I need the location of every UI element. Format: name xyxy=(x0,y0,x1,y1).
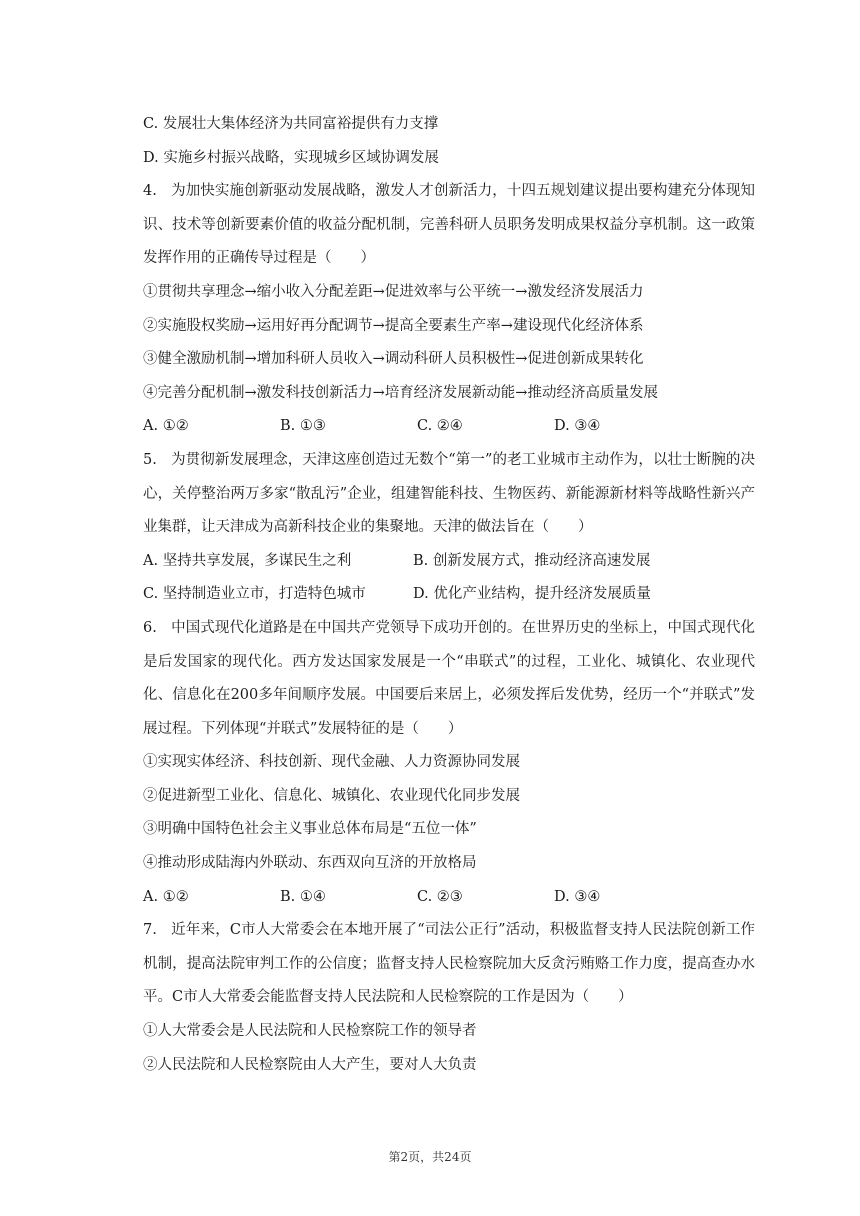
question-6-item-4: ④推动形成陆海内外联动、东西双向互济的开放格局 xyxy=(143,855,477,872)
question-7-text: 近年来，C市人大常委会在本地开展了“司法公正行”活动，积极监督支持人民法院创新工作机制，提高法院审判工作的公信度；监督支持人民检察院加大反贪污贿赂工作力度，提高查办水平。C市人大常委会能监督支持人民法院和人民检察院的工作是因为（ ） xyxy=(143,922,755,1006)
question-4-stem xyxy=(143,175,755,276)
question-4-item-1: ①贯彻共享理念→缩小收入分配差距→促进效率与公平统一→激发经济发展活力 xyxy=(143,283,644,300)
question-4-option-c: C. ②④ xyxy=(417,418,463,435)
question-6-item-3: ③明确中国特色社会主义事业总体布局是“五位一体” xyxy=(143,821,477,838)
question-6-options xyxy=(143,881,755,915)
question-5-text: 为贯彻新发展理念，天津这座创造过无数个“第一”的老工业城市主动作为，以壮士断腕的决心，关停整治两万多家“散乱污”企业，组建智能科技、生物医药、新能源新材料等战略性新兴产业集群，让天津成为高新科技企业的集聚地。天津的做法旨在（ ） xyxy=(143,451,755,536)
question-4-option-a: A. ①② xyxy=(143,418,189,435)
question-6-stem xyxy=(143,612,755,746)
question-7-stem xyxy=(143,914,755,1015)
question-4-options xyxy=(143,410,755,444)
question-4-option-b: B. ①③ xyxy=(280,418,326,435)
question-5-option-d: D. 优化产业结构，提升经济发展质量 xyxy=(413,586,651,603)
question-4-text: 为加快实施创新驱动发展战略，激发人才创新活力，十四五规划建议提出要构建充分体现知识、技术等创新要素价值的收益分配机制，完善科研人员职务发明成果权益分享机制。这一政策发挥作用的正确传导过程是（ ） xyxy=(143,183,755,267)
question-6-option-b: B. ①④ xyxy=(280,888,326,905)
question-6-option-d: D. ③④ xyxy=(554,888,601,905)
question-5-stem xyxy=(143,444,755,545)
question-4-number: 4. xyxy=(143,183,157,200)
question-6-item-1: ①实现实体经济、科技创新、现代金融、人力资源协同发展 xyxy=(143,754,520,771)
question-5-option-a: A. 坚持共享发展，多谋民生之利 xyxy=(143,552,352,569)
question-6-option-a: A. ①② xyxy=(143,888,189,905)
prev-option-d: D. 实施乡村振兴战略，实现城乡区域协调发展 xyxy=(143,149,439,166)
question-5-options-row-1 xyxy=(143,545,755,579)
page-footer: 第2页，共24页 xyxy=(388,1150,472,1164)
question-4-option-d: D. ③④ xyxy=(554,418,601,435)
question-6-option-c: C. ②③ xyxy=(417,888,463,905)
question-5-number: 5. xyxy=(143,451,157,468)
question-4-item-4: ④完善分配机制→激发科技创新活力→培育经济发展新动能→推动经济高质量发展 xyxy=(143,384,658,401)
question-7-item-1: ①人大常委会是人民法院和人民检察院工作的领导者 xyxy=(143,1023,477,1040)
question-4-item-2: ②实施股权奖励→运用好再分配调节→提高全要素生产率→建设现代化经济体系 xyxy=(143,317,644,334)
question-6-item-2: ②促进新型工业化、信息化、城镇化、农业现代化同步发展 xyxy=(143,787,520,804)
question-6-text: 中国式现代化道路是在中国共产党领导下成功开创的。在世界历史的坐标上，中国式现代化是后发国家的现代化。西方发达国家发展是一个“串联式”的过程，工业化、城镇化、农业现代化、信息化在200多年间顺序发展。中国要后来居上，必须发挥后发优势，经历一个“并联式”发展过程。下列体现“并联式”发展特征的是（ ） xyxy=(143,619,755,737)
question-7-item-2: ②人民法院和人民检察院由人大产生，要对人大负责 xyxy=(143,1056,477,1073)
prev-option-c: C. 发展壮大集体经济为共同富裕提供有力支撑 xyxy=(143,116,439,132)
question-6-number: 6. xyxy=(143,619,157,636)
page-content xyxy=(143,108,755,1082)
question-4-item-3: ③健全激励机制→增加科研人员收入→调动科研人员积极性→促进创新成果转化 xyxy=(143,351,644,368)
question-5-option-c: C. 坚持制造业立市，打造特色城市 xyxy=(143,586,366,603)
question-5-option-b: B. 创新发展方式，推动经济高速发展 xyxy=(413,552,651,569)
question-7-number: 7. xyxy=(143,922,157,939)
question-5-options-row-2 xyxy=(143,578,755,612)
